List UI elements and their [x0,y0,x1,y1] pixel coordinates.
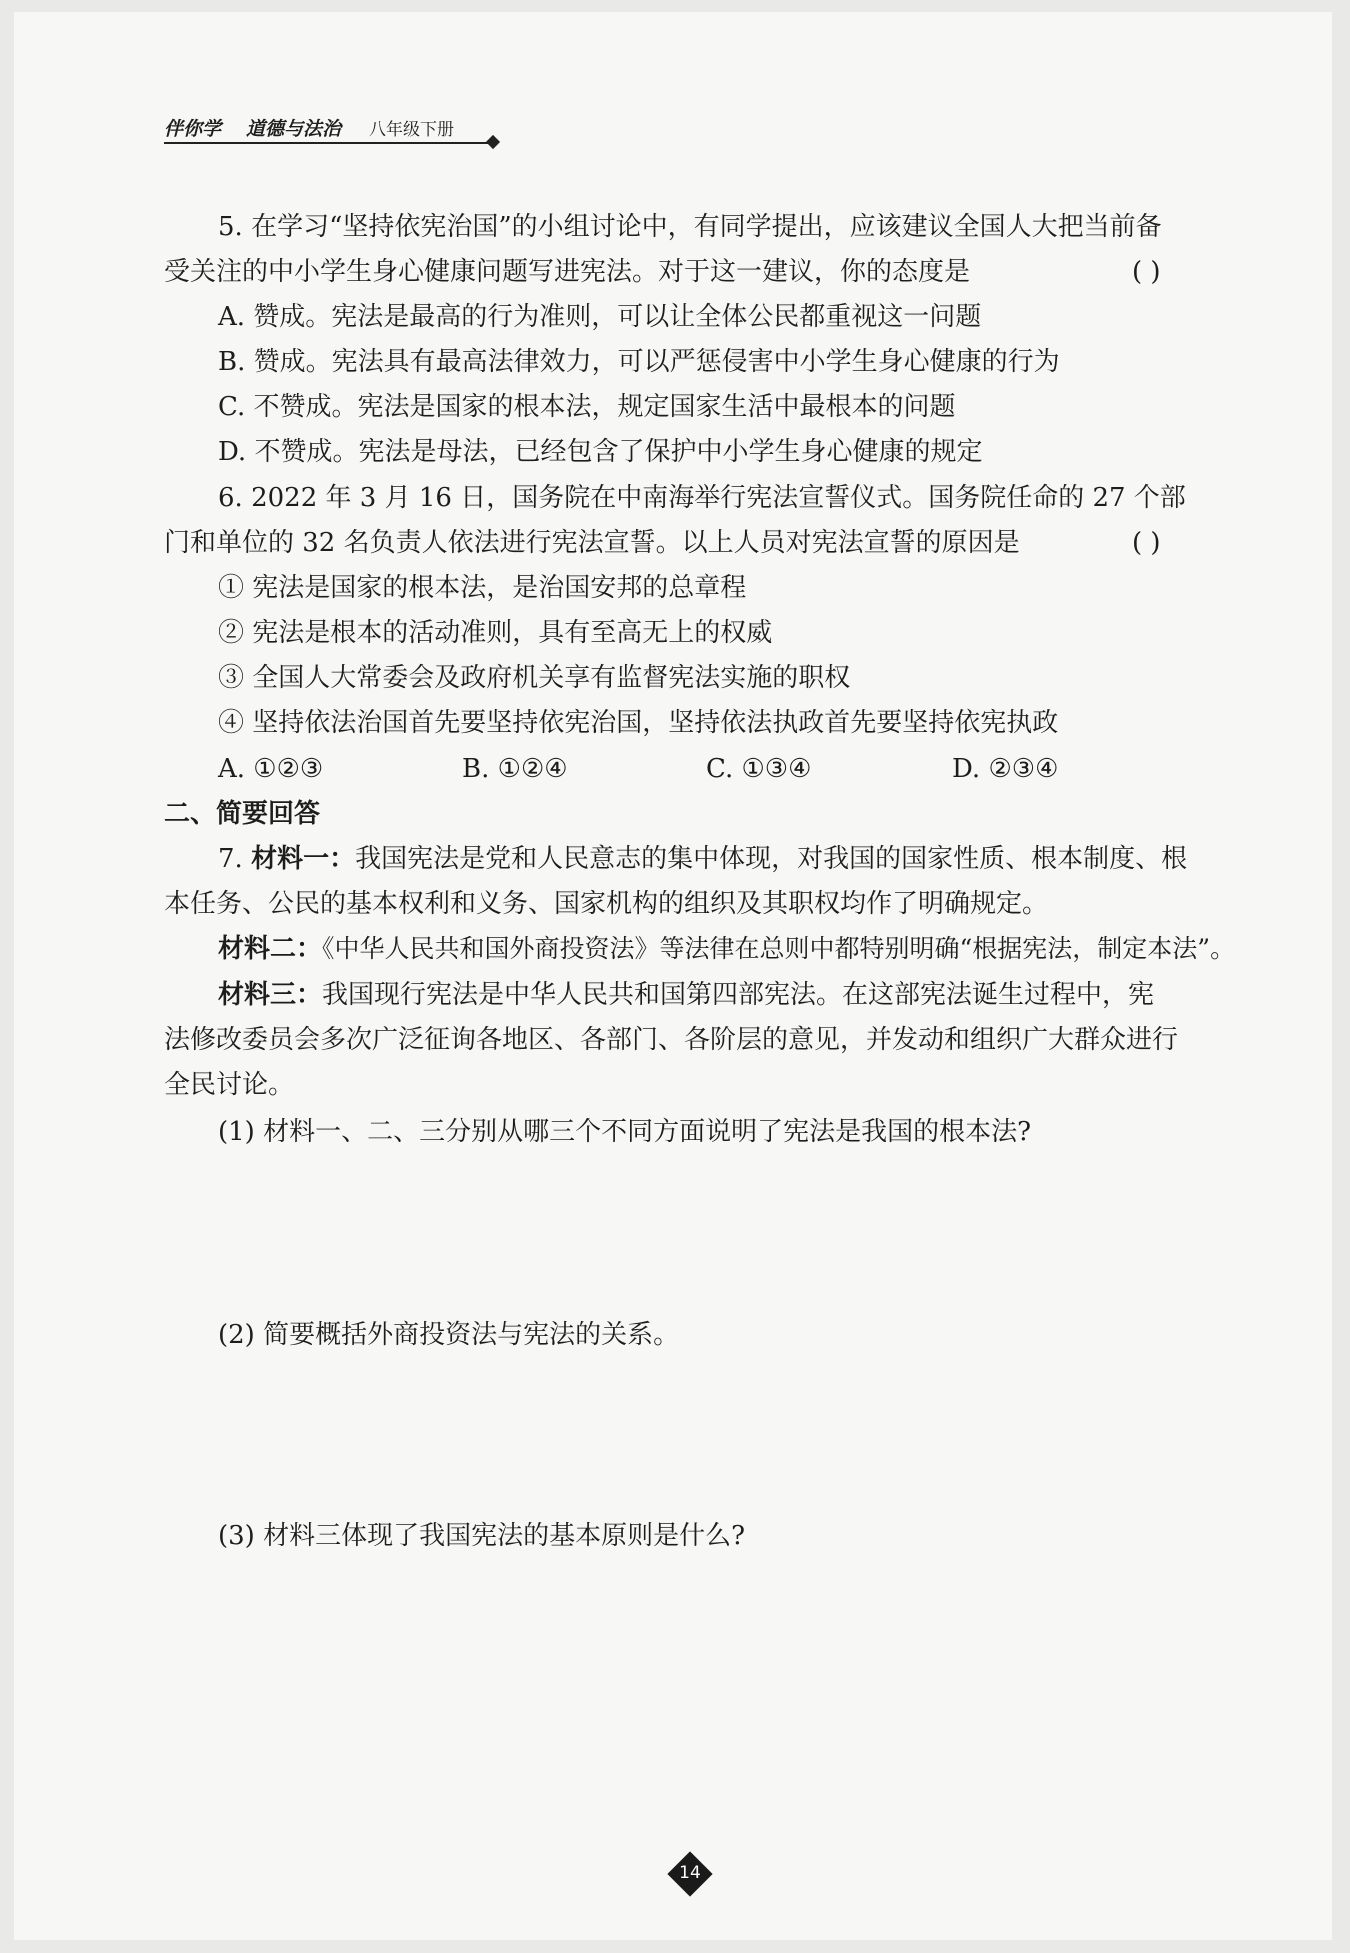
q7-material-3-line2: 法修改委员会多次广泛征询各地区、各部门、各阶层的意见，并发动和组织广大群众进行 [164,1025,1179,1055]
q7-material-1-line2: 本任务、公民的基本权利和义务、国家机构的组织及其职权均作了明确规定。 [164,889,1049,919]
material-2-text: 《中华人民共和国外商投资法》等法律在总则中都特别明确“根据宪法，制定本法”。 [322,934,1236,963]
q7-subquestion-1: (1) 材料一、二、三分别从哪三个不同方面说明了宪法是我国的根本法? [218,1117,1032,1147]
section-title: 二、简要回答 [164,799,321,829]
q5-option-d: D. 不赞成。宪法是母法，已经包含了保护中小学生身心健康的规定 [218,437,983,467]
material-3-label: 材料三： [218,980,323,1010]
q7-subquestion-3: (3) 材料三体现了我国宪法的基本原则是什么? [218,1521,746,1551]
running-header [164,110,504,150]
q5-stem-line2: 受关注的中小学生身心健康问题写进宪法。对于这一建议，你的态度是 [164,257,971,287]
header-grade: 八年级下册 [369,120,454,140]
q5-option-b: B. 赞成。宪法具有最高法律效力，可以严惩侵害中小学生身心健康的行为 [218,347,1060,377]
material-1-label: 材料一： [251,844,356,874]
q5-option-a: A. 赞成。宪法是最高的行为准则，可以让全体公民都重视这一问题 [218,302,982,332]
q6-statement-4: ④ 坚持依法治国首先要坚持依宪治国，坚持依法执政首先要坚持依宪执政 [218,708,1059,738]
q6-choice-d: D. ②③④ [952,754,1059,784]
header-brand: 伴你学 [164,118,222,140]
q6-stem-line1: 6. 2022 年 3 月 16 日，国务院在中南海举行宪法宣誓仪式。国务院任命的 27 个部 [218,483,1186,513]
q6-statement-1: ① 宪法是国家的根本法，是治国安邦的总章程 [218,573,747,603]
material-1-text: 我国宪法是党和人民意志的集中体现，对我国的国家性质、根本制度、根 [355,844,1188,874]
q7-number: 7. [218,844,252,874]
q7-material-3-line1 [218,978,1154,1012]
q6-answer-paren: ( ) [1132,528,1161,558]
q6-statement-2: ② 宪法是根本的活动准则，具有至高无上的权威 [218,618,773,648]
material-2-label: 材料二： [218,934,323,964]
page-number-badge [668,1852,712,1896]
header-rule [164,142,494,144]
q6-stem-line2: 门和单位的 32 名负责人依法进行宪法宣誓。以上人员对宪法宣誓的原因是 [164,528,1020,558]
q7-material-2 [218,932,1235,966]
q7-material-1-line1 [218,842,1187,876]
header-subject: 道德与法治 [246,118,342,140]
material-3-text: 我国现行宪法是中华人民共和国第四部宪法。在这部宪法诞生过程中，宪 [322,980,1155,1010]
q5-answer-paren: ( ) [1132,257,1161,287]
q6-statement-3: ③ 全国人大常委会及政府机关享有监督宪法实施的职权 [218,663,851,693]
q7-material-3-line3: 全民讨论。 [164,1070,295,1100]
q6-choice-c: C. ①③④ [706,754,812,784]
q6-choice-a: A. ①②③ [218,754,324,784]
q5-option-c: C. 不赞成。宪法是国家的根本法，规定国家生活中最根本的问题 [218,392,956,422]
q5-stem-line1: 5. 在学习“坚持依宪治国”的小组讨论中，有同学提出，应该建议全国人大把当前备 [218,212,1162,242]
q7-subquestion-2: (2) 简要概括外商投资法与宪法的关系。 [218,1320,680,1350]
header-diamond-icon [486,135,500,149]
page-number: 14 [679,1863,701,1883]
q6-choice-b: B. ①②④ [462,754,568,784]
